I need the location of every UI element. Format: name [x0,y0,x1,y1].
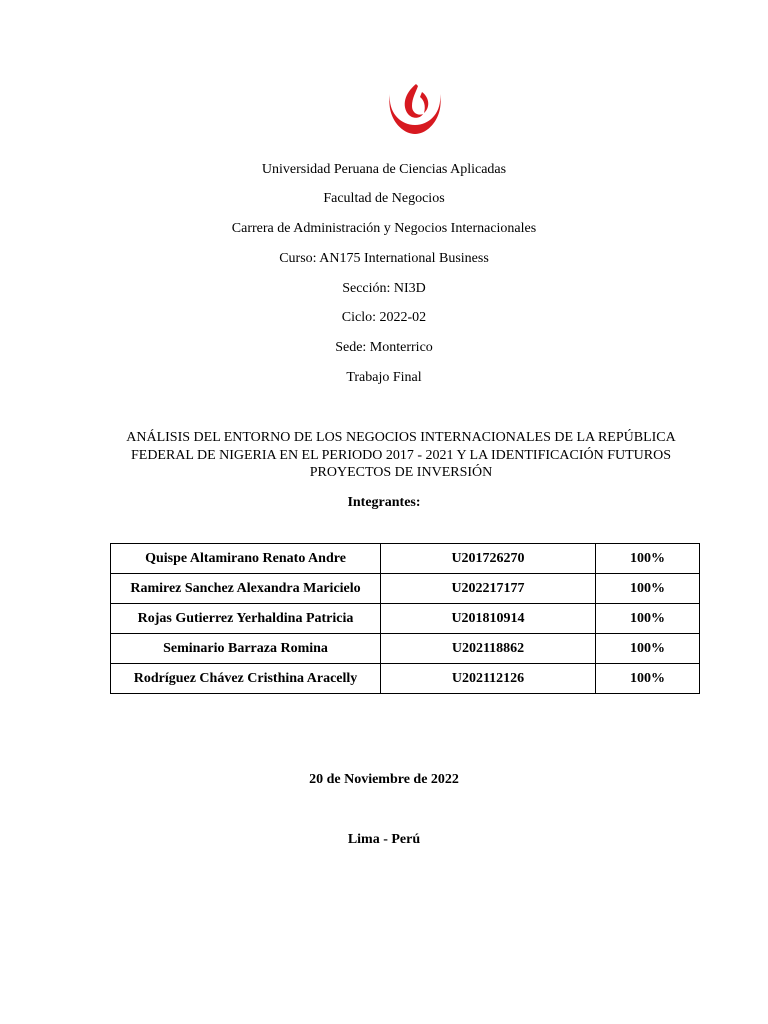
member-percent: 100% [596,544,700,574]
faculty-name: Facultad de Negocios [323,191,445,206]
campus-name: Sede: Monterrico [335,340,433,355]
title-line: FEDERAL DE NIGERIA EN EL PERIODO 2017 - 2021 Y LA IDENTIFICACIÓN FUTUROS [130,447,671,463]
career-name: Carrera de Administración y Negocios Internacionales [231,221,537,236]
work-type: Trabajo Final [346,370,422,385]
member-code: U202217177 [381,574,596,604]
member-name: Quispe Altamirano Renato Andre [111,544,381,574]
table-row [111,634,700,664]
member-percent: 100% [596,664,700,694]
member-name: Ramirez Sanchez Alexandra Maricielo [111,574,381,604]
member-percent: 100% [596,634,700,664]
table-row [111,604,700,634]
table-row [111,664,700,694]
title-line: PROYECTOS DE INVERSIÓN [309,465,493,480]
document-place: Lima - Perú [347,832,421,847]
member-code: U202118862 [381,634,596,664]
member-name: Rojas Gutierrez Yerhaldina Patricia [111,604,381,634]
cycle-name: Ciclo: 2022-02 [341,310,427,325]
university-name: Universidad Peruana de Ciencias Aplicadas [261,162,507,177]
university-logo [360,72,470,140]
title-line: ANÁLISIS DEL ENTORNO DE LOS NEGOCIOS INTERNACIONALES DE LA REPÚBLICA [126,430,676,445]
members-table [110,543,700,694]
upc-flame-logo-icon [360,72,470,140]
document-date: 20 de Noviembre de 2022 [309,772,459,787]
table-row [111,544,700,574]
member-code: U201810914 [381,604,596,634]
member-percent: 100% [596,604,700,634]
member-percent: 100% [596,574,700,604]
table-row [111,574,700,604]
members-label: Integrantes: [347,495,421,510]
section-name: Sección: NI3D [342,281,426,296]
member-code: U201726270 [381,544,596,574]
document-title [96,429,706,482]
member-code: U202112126 [381,664,596,694]
member-name: Seminario Barraza Romina [111,634,381,664]
member-name: Rodríguez Chávez Cristhina Aracelly [111,664,381,694]
course-name: Curso: AN175 International Business [279,251,489,266]
